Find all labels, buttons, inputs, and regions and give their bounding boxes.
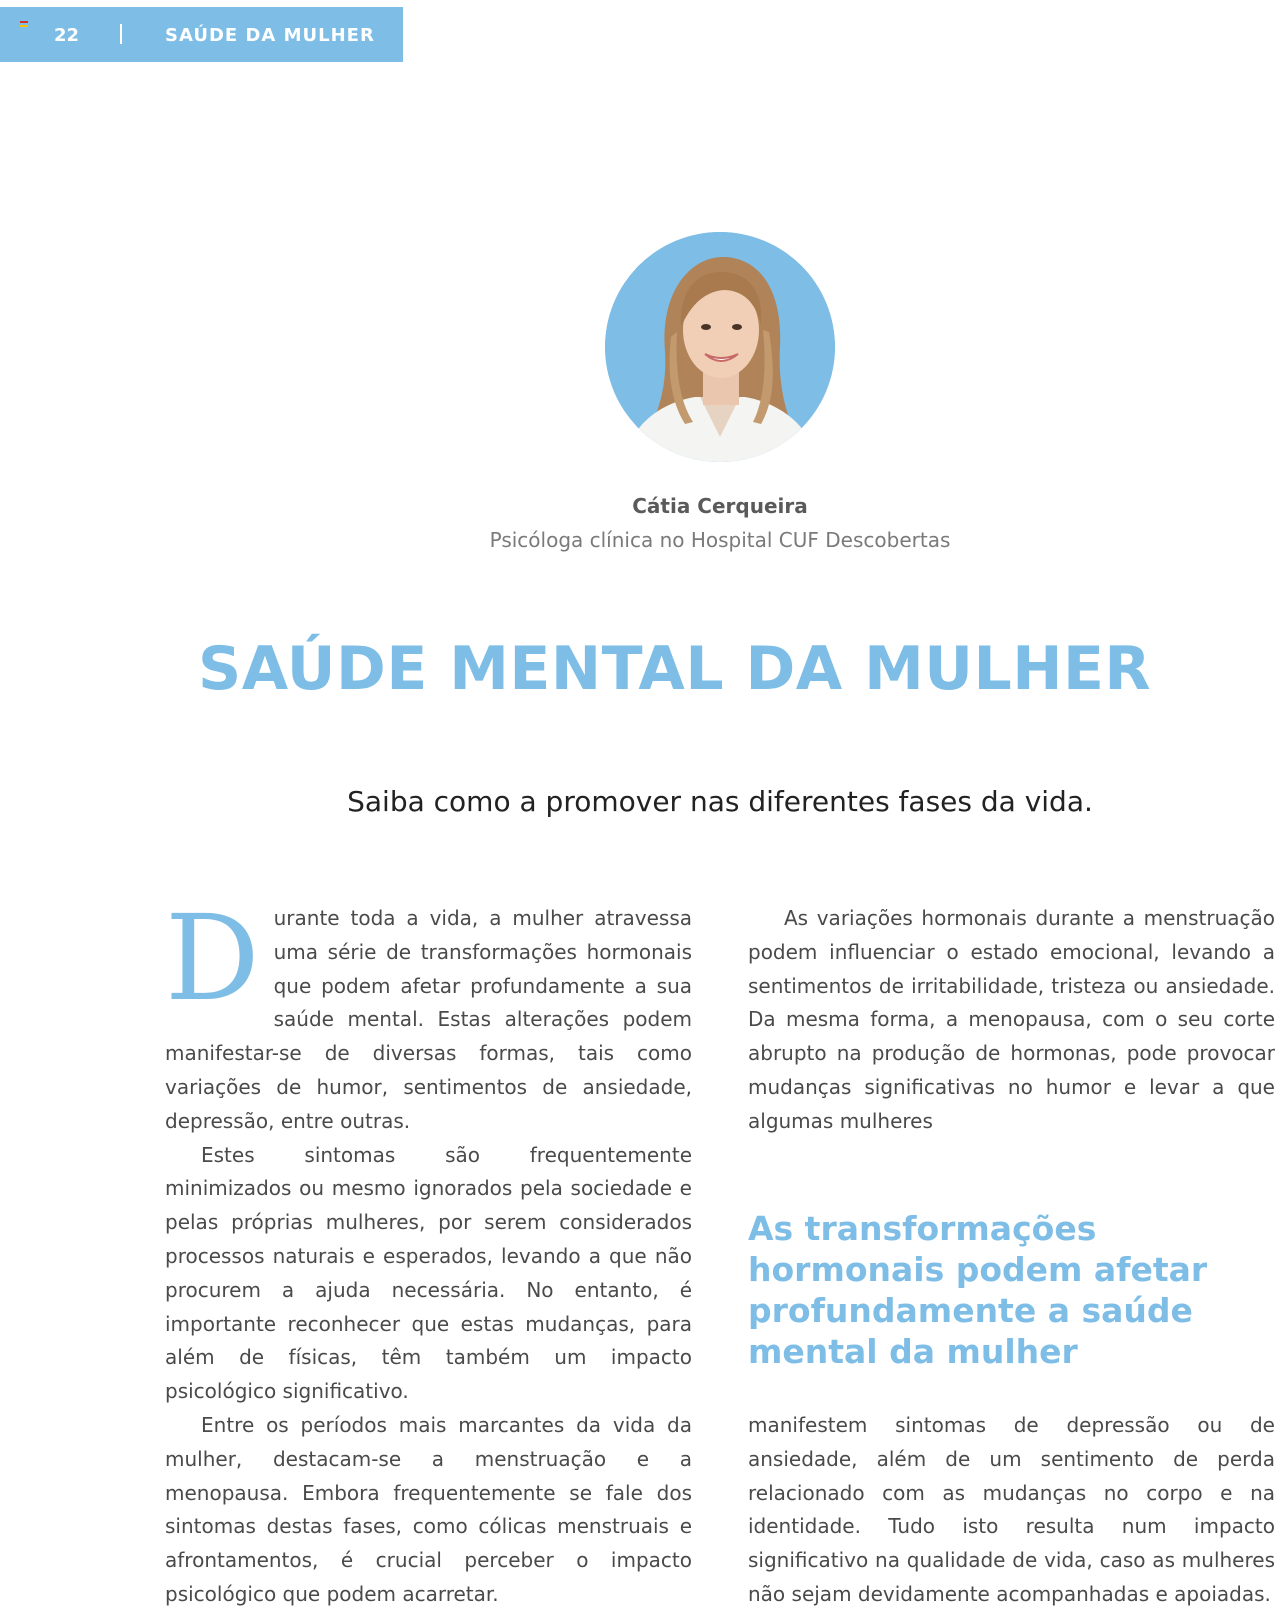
article-title: SAÚDE MENTAL DA MULHER: [198, 634, 1152, 704]
paragraph-4: As variações hormonais durante a menstruação podem influenciar o estado emocional, levando a sentimentos de irritabilidade, tristeza ou ansiedade. Da mesma forma, a menopausa, com o seu corte abrupto na produção de hormonas, pode provocar mudanças significativas no humor e levar a que algumas mulheres: [748, 906, 1275, 1133]
pull-quote: As transformações hormonais podem afetar profundamente a saúde mental da mulher: [748, 1209, 1208, 1371]
portrait-icon: [605, 232, 835, 462]
page-header: [0, 7, 403, 62]
drop-cap: D: [165, 889, 260, 1027]
author-name: Cátia Cerqueira: [632, 494, 808, 518]
flag-icon: [20, 21, 28, 27]
paragraph-5: manifestem sintomas de depressão ou de ansiedade, além de um sentimento de perda relacionado com as mudanças no corpo e na identidade. Tudo isto resulta num impacto significativo na qualidade de vida, caso as mulheres não sejam devidamente acompanhadas e apoiadas.: [748, 1413, 1275, 1606]
section-label: SAÚDE DA MULHER: [165, 25, 375, 46]
right-column-bottom: [748, 1409, 1275, 1612]
paragraph-1: [165, 889, 692, 1139]
article-subtitle: Saiba como a promover nas diferentes fases da vida.: [347, 785, 1093, 818]
left-column: [165, 889, 692, 1612]
paragraph-2: Estes sintomas são frequentemente minimizados ou mesmo ignorados pela sociedade e pelas próprias mulheres, por serem considerados processos naturais e esperados, levando a que não procurem a ajuda necessária. No entanto, é importante reconhecer que estas mudanças, para além de físicas, têm também um impacto psicológico significativo.: [165, 1142, 692, 1404]
paragraph-1-text: urante toda a vida, a mulher atravessa uma série de transformações hormonais que podem afetar profundamente a sua saúde mental. Estas alterações podem manifestar-se de diversas formas, tais como variações de humor, sentimentos de ansiedade, depressão, entre outras.: [165, 906, 692, 1133]
author-role: Psicóloga clínica no Hospital CUF Descobertas: [489, 528, 951, 552]
header-divider: [120, 24, 122, 44]
paragraph-3: Entre os períodos mais marcantes da vida da mulher, destacam-se a menstruação e a menopausa. Embora frequentemente se fale dos sintomas destas fases, como cólicas menstruais e afrontamentos, é crucial perceber o impacto psicológico que podem acarretar.: [165, 1412, 692, 1606]
author-photo: [605, 232, 835, 462]
right-column-top: [748, 902, 1275, 1139]
page-number: 22: [54, 25, 80, 46]
